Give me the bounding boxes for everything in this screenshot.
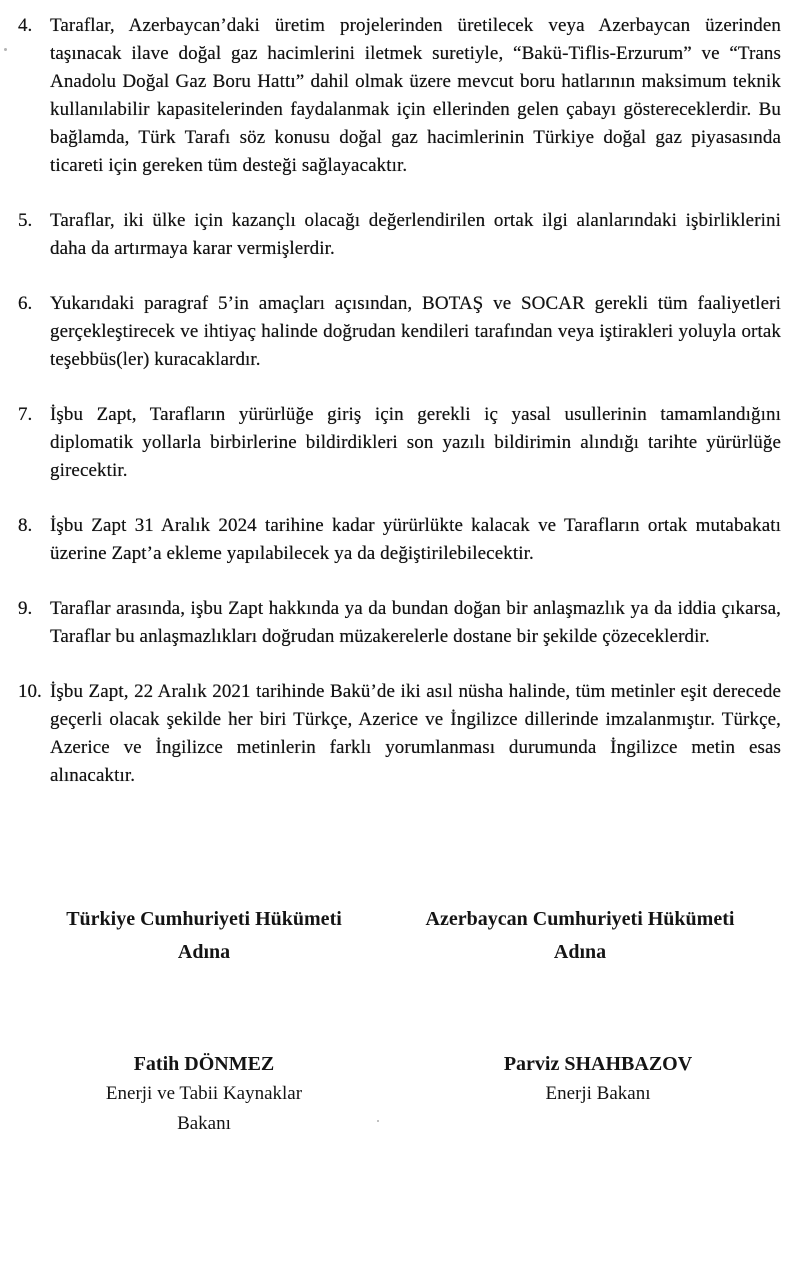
clause-item-9 — [18, 595, 781, 651]
clause-item-8 — [18, 512, 781, 568]
clause-number: 5. — [18, 210, 33, 231]
clause-text: İşbu Zapt 31 Aralık 2024 tarihine kadar yürürlükte kalacak ve Tarafların ortak mutabakatı üzerine Zapt’a ekleme yapılabilecek ya da değiştirilebilecektir. — [50, 515, 781, 564]
signatory-name: Parviz SHAHBAZOV — [503, 1053, 693, 1075]
clause-number: 8. — [18, 515, 33, 536]
scan-artifact-dot — [377, 1120, 379, 1122]
signatory-name: Fatih DÖNMEZ — [133, 1053, 275, 1075]
signatory-block-shahbazov — [418, 1049, 778, 1109]
clause-text: Yukarıdaki paragraf 5’in amaçları açısından, BOTAŞ ve SOCAR gerekli tüm faaliyetleri gerçekleştirecek ve ihtiyaç halinde doğrudan kendileri tarafından veya iştirakleri yoluyla ortak teşebbüs(ler) kuracaklardır. — [50, 293, 781, 370]
scan-artifact-dot — [4, 48, 7, 51]
clause-number: 4. — [18, 15, 33, 36]
clause-text: İşbu Zapt, Tarafların yürürlüğe giriş için gerekli iç yasal usullerinin tamamlandığını diplomatik yollarla birbirlerine bildirdikleri son yazılı bildirimin alındığı tarihte yürürlüğe girecektir. — [50, 404, 781, 481]
signatory-block-donmez — [24, 1049, 384, 1139]
clause-number: 6. — [18, 293, 33, 314]
clause-number: 10. — [18, 681, 42, 702]
signatory-role: Enerji ve Tabii Kaynaklar — [105, 1083, 303, 1104]
clause-text: Taraflar, iki ülke için kazançlı olacağı değerlendirilen ortak ilgi alanlarındaki işbirliklerini daha da artırmaya karar vermişlerdir. — [50, 210, 781, 259]
clause-item-10 — [18, 678, 781, 790]
signatory-role: Bakanı — [177, 1113, 231, 1134]
clause-item-7 — [18, 401, 781, 485]
clause-item-6 — [18, 290, 781, 374]
clause-text: İşbu Zapt, 22 Aralık 2021 tarihinde Bakü’de iki asıl nüsha halinde, tüm metinler eşit derecede geçerli olacak şekilde her biri Türkçe, Azerice ve İngilizce dillerinde imzalanmıştır. Türkçe, Azerice ve İngilizce metinlerin farklı yorumlanması durumunda İngilizce metin esas alınacaktır. — [50, 681, 781, 786]
signature-header-turkiye — [24, 903, 384, 969]
government-name: Türkiye Cumhuriyeti Hükümeti — [66, 908, 342, 930]
signatory-role: Enerji Bakanı — [545, 1083, 651, 1104]
clause-text: Taraflar arasında, işbu Zapt hakkında ya da bundan doğan bir anlaşmazlık ya da iddia çıkarsa, Taraflar bu anlaşmazlıkları doğrudan müzakerelerle dostane bir şekilde çözeceklerdir. — [50, 598, 781, 647]
on-behalf-label: Adına — [177, 941, 231, 963]
clause-item-5 — [18, 207, 781, 263]
signature-header-azerbaycan — [400, 903, 760, 969]
government-name: Azerbaycan Cumhuriyeti Hükümeti — [425, 908, 735, 930]
clause-number: 9. — [18, 598, 33, 619]
on-behalf-label: Adına — [553, 941, 607, 963]
clause-number: 7. — [18, 404, 33, 425]
clause-text: Taraflar, Azerbaycan’daki üretim projelerinden üretilecek veya Azerbaycan üzerinden taşınacak ilave doğal gaz hacimlerini iletmek suretiyle, “Bakü-Tiflis-Erzurum” ve “Trans Anadolu Doğal Gaz Boru Hattı” dahil olmak üzere mevcut boru hatlarının maksimum teknik kullanılabilir kapasitelerinden faydalanmak için ellerinden gelen çabayı göstereceklerdir. Bu bağlamda, Türk Tarafı söz konusu doğal gaz hacimlerinin Türkiye doğal gaz piyasasında ticareti için gereken tüm desteği sağlayacaktır. — [50, 15, 781, 176]
clause-item-4 — [18, 12, 781, 180]
